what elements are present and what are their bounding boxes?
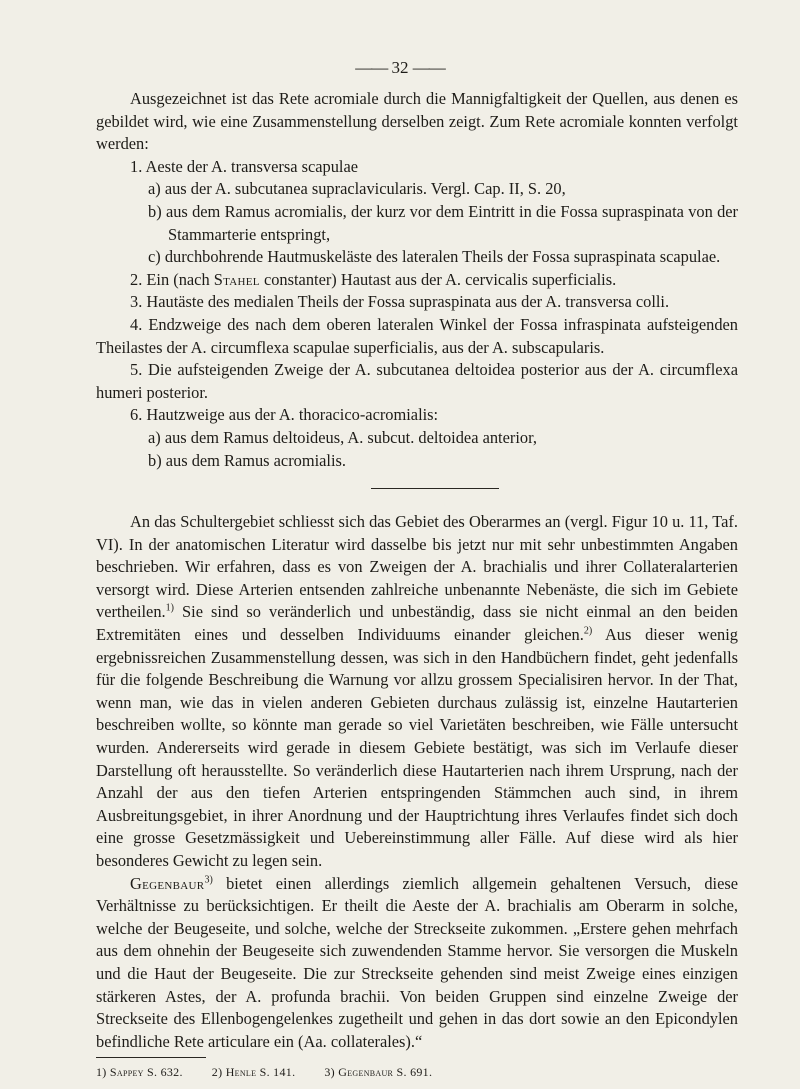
list-item-1c: c) durchbohrende Hautmuskeläste des lateralen Theils der Fossa supraspinata scapulae. bbox=[148, 247, 721, 267]
list-item-2-pre: 2. Ein (nach bbox=[130, 269, 214, 289]
author-name-gegenbaur: Gegenbaur bbox=[130, 873, 205, 893]
footnote-3: 3) Gegenbaur S. 691. bbox=[324, 1065, 433, 1080]
footnote-ref-1: 1) bbox=[165, 603, 174, 614]
list-item-4: 4. Endzweige des nach dem oberen lateralen Winkel der Fossa infraspinata aufsteigenden Theilastes der A. circumflexa scapulae superficialis, aus der A. subscapularis. bbox=[96, 314, 738, 357]
header-dash-left: —— bbox=[355, 58, 388, 77]
header-dash-right: —— bbox=[412, 58, 445, 77]
list-item-6b: b) aus dem Ramus acromialis. bbox=[148, 450, 347, 470]
page-body bbox=[96, 88, 738, 1080]
section-divider bbox=[371, 488, 499, 489]
oberarm-text-1: An das Schultergebiet schliesst sich das Gebiet des Oberarmes an (vergl. Figur 10 u. 11, Taf. VI). In der anatomischen Literatur wird dasselbe bis jetzt nur mit sehr unbestimmten Angaben beschrieben. Wir erfahren, dass es von Zweigen der A. brachialis und ihrer Collateralarterien versorgt wird. Diese Arterien entsenden zahlreiche unbenannte Nebenäste, die sich im Gebiete vertheilen. bbox=[96, 512, 738, 622]
list-item-1: 1. Aeste der A. transversa scapulae bbox=[130, 156, 359, 176]
oberarm-text-3: Aus dieser wenig ergebnissreichen Zusammenstellung dessen, was sich in den Handbüchern findet, geht jedenfalls für die folgende Beschreibung die Warnung vor allzu grossem Specialisiren hervor. In der That, wenn man, wie das in vielen anderen Gebieten durchaus zulässig ist, einzelne Hautarterien beschreiben wollte, so könnte man gerade so viel Varietäten beschreiben, wie Fälle untersucht wurden. Andererseits wird gerade in diesem Gebiete bestätigt, was sich im Verlaufe dieser Darstellung oft herausstellte. So veränderlich diese Hautarterien nach ihrem Ursprung, nach der Anzahl der aus den tiefen Arterien entspringenden Stämmchen auch sind, in ihrem Ausbreitungsgebiet, in ihrer Anordnung und der Hauptrichtung ihres Verlaufes findet sich doch eine grosse Gesetzmässigkeit und Uebereinstimmung aller Fälle. Auf diese wird als hier besonderes Gewicht zu legen sein. bbox=[96, 625, 738, 870]
list-item-6a: a) aus dem Ramus deltoideus, A. subcut. deltoidea anterior, bbox=[148, 427, 537, 447]
page-header bbox=[0, 57, 800, 79]
author-name-stahel: Stahel bbox=[213, 269, 260, 289]
list-item-1a: a) aus der A. subcutanea supraclavicularis. Vergl. Cap. II, S. 20, bbox=[148, 179, 566, 199]
list-item-1b: b) aus dem Ramus acromialis, der kurz vor dem Eintritt in die Fossa supraspinata von der Stammarterie entspringt, bbox=[148, 201, 738, 244]
footnote-ref-3: 3) bbox=[204, 874, 213, 886]
oberarm-text-2: Sie sind so veränderlich und unbeständig, dass sie nicht einmal an den beiden Extremitäten eines und desselben Individuums einander gleichen. bbox=[96, 602, 738, 645]
page-number: 32 bbox=[391, 58, 409, 77]
list-item-2-post: constanter) Hautast aus der A. cervicalis superficialis. bbox=[259, 269, 617, 289]
footnote-2: 2) Henle S. 141. bbox=[211, 1065, 296, 1080]
footnote-divider bbox=[96, 1057, 206, 1058]
gegenbaur-paragraph bbox=[96, 873, 738, 1054]
intro-paragraph: Ausgezeichnet ist das Rete acromiale durch die Mannigfaltigkeit der Quellen, aus denen es gebildet wird, wie eine Zusammenstellung derselben zeigt. Zum Rete acromiale konnten verfolgt werden: bbox=[96, 89, 738, 154]
list-item-5: 5. Die aufsteigenden Zweige der A. subcutanea deltoidea posterior aus der A. circumflexa humeri posterior. bbox=[96, 360, 738, 402]
footnotes bbox=[96, 1064, 738, 1080]
footnote-ref-2: 2) bbox=[583, 625, 593, 637]
list-item-2 bbox=[96, 269, 738, 292]
list-item-6: 6. Hautzweige aus der A. thoracico-acromialis: bbox=[130, 405, 439, 425]
footnote-1: 1) Sappey S. 632. bbox=[96, 1065, 183, 1080]
oberarm-paragraph bbox=[96, 511, 738, 873]
list-item-3: 3. Hautäste des medialen Theils der Fossa supraspinata aus der A. transversa colli. bbox=[130, 292, 670, 312]
gegenbaur-text: bietet einen allerdings ziemlich allgemein gehaltenen Versuch, diese Verhältnisse zu berücksichtigen. Er theilt die Aeste der A. brachialis am Oberarm in solche, welche der Beugeseite, und solche, welche der Streckseite zukommen. „Erstere gehen mehrfach aus dem ohnehin der Beugeseite sich zuwendenden Stamme hervor. Sie versorgen die Muskeln und die Haut der Beugeseite. Die zur Streckseite gehenden sind meist Zweige eines einzigen stärkeren Astes, der A. profunda brachii. Von beiden Gruppen sind einzelne Zweige der Streckseite des Ellenbogengelenkes zugetheilt und gehen in das dort sowie an den Epicondylen befindliche Rete articulare ein (Aa. collaterales).“ bbox=[96, 873, 738, 1051]
